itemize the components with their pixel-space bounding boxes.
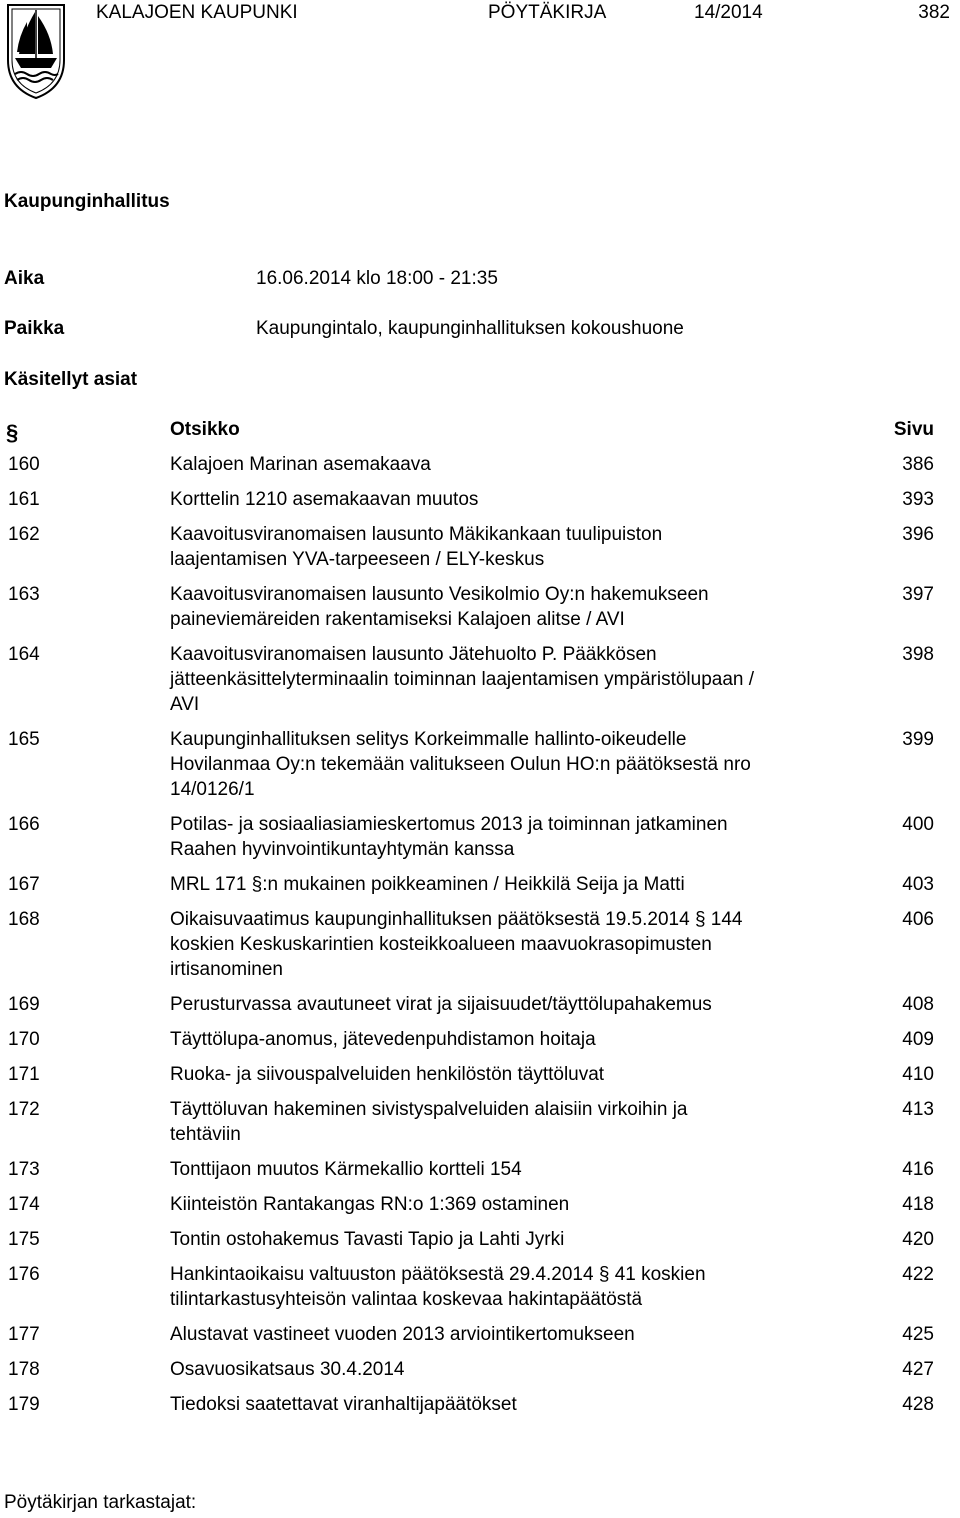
agenda-row [0, 1322, 960, 1347]
item-title: Osavuosikatsaus 30.4.2014 [170, 1359, 405, 1380]
agenda-row [0, 1027, 960, 1052]
agenda-row [0, 1227, 960, 1252]
agenda-row [0, 812, 960, 862]
item-title: Potilas- ja sosiaaliasiamieskertomus 2013 ja toiminnan jatkaminen Raahen hyvinvointikuntayhtymän kanssa [170, 814, 728, 860]
agenda-row [0, 522, 960, 572]
item-number: 172 [8, 1099, 40, 1120]
item-title: Ruoka- ja siivouspalveluiden henkilöstön täyttöluvat [170, 1064, 605, 1085]
item-page: 397 [902, 584, 934, 605]
item-page: 416 [902, 1159, 934, 1180]
item-title: Täyttölupa-anomus, jätevedenpuhdistamon hoitaja [170, 1029, 596, 1050]
item-number: 178 [8, 1359, 40, 1380]
item-page: 413 [902, 1099, 934, 1120]
place-label: Paikka [4, 318, 65, 339]
agenda-row [0, 1097, 960, 1147]
agenda-row [0, 992, 960, 1017]
agenda-row [0, 487, 960, 512]
page-header [0, 0, 960, 28]
item-title: Kiinteistön Rantakangas RN:o 1:369 ostaminen [170, 1194, 570, 1215]
item-title: Täyttöluvan hakeminen sivistyspalveluiden alaisiin virkoihin ja tehtäviin [170, 1099, 688, 1145]
item-title: Tiedoksi saatettavat viranhaltijapäätökset [170, 1394, 517, 1415]
item-title: Perusturvassa avautuneet virat ja sijaisuudet/täyttölupahakemus [170, 994, 712, 1015]
body-name: Kaupunginhallitus [4, 191, 170, 212]
item-number: 169 [8, 994, 40, 1015]
item-page: 422 [902, 1264, 934, 1285]
item-title: Kalajoen Marinan asemakaava [170, 454, 431, 475]
agenda-list [0, 452, 960, 1427]
item-number: 168 [8, 909, 40, 930]
agenda-row [0, 1157, 960, 1182]
item-number: 179 [8, 1394, 40, 1415]
item-page: 420 [902, 1229, 934, 1250]
agenda-row [0, 1357, 960, 1382]
item-title: Tonttijaon muutos Kärmekallio kortteli 154 [170, 1159, 522, 1180]
item-page: 399 [902, 729, 934, 750]
document-type: PÖYTÄKIRJA [488, 2, 607, 23]
item-number: 160 [8, 454, 40, 475]
item-page: 408 [902, 994, 934, 1015]
item-page: 393 [902, 489, 934, 510]
item-number: 162 [8, 524, 40, 545]
item-title: Hankintaoikaisu valtuuston päätöksestä 29.4.2014 § 41 koskien tilintarkastusyhteisön valintaa koskevaa hakintapäätöstä [170, 1264, 706, 1310]
item-page: 425 [902, 1324, 934, 1345]
section-symbol: § [6, 420, 19, 445]
section-title: Käsitellyt asiat [4, 369, 138, 390]
item-page: 428 [902, 1394, 934, 1415]
agenda-row [0, 907, 960, 982]
item-number: 161 [8, 489, 40, 510]
item-page: 406 [902, 909, 934, 930]
place-value: Kaupungintalo, kaupunginhallituksen kokoushuone [256, 318, 684, 339]
item-number: 174 [8, 1194, 40, 1215]
item-number: 163 [8, 584, 40, 605]
item-number: 176 [8, 1264, 40, 1285]
item-title: Oikaisuvaatimus kaupunginhallituksen päätöksestä 19.5.2014 § 144 koskien Keskuskarintien kosteikkoalueen maavuokrasopimusten irtisanominen [170, 909, 743, 980]
time-value: 16.06.2014 klo 18:00 - 21:35 [256, 268, 498, 289]
minutes-reviewers-label: Pöytäkirjan tarkastajat: [4, 1492, 197, 1513]
item-page: 400 [902, 814, 934, 835]
document-number: 14/2014 [694, 2, 763, 23]
item-title: Kaavoitusviranomaisen lausunto Mäkikankaan tuulipuiston laajentamisen YVA-tarpeeseen / ELY-keskus [170, 524, 663, 570]
item-page: 418 [902, 1194, 934, 1215]
agenda-row [0, 1262, 960, 1312]
item-number: 173 [8, 1159, 40, 1180]
item-title: Kaavoitusviranomaisen lausunto Vesikolmio Oy:n hakemukseen paineviemäreiden rakentamiseksi Kalajoen alitse / AVI [170, 584, 709, 630]
item-page: 410 [902, 1064, 934, 1085]
item-page: 409 [902, 1029, 934, 1050]
organization-name: KALAJOEN KAUPUNKI [96, 2, 298, 23]
item-number: 164 [8, 644, 40, 665]
agenda-row [0, 872, 960, 897]
item-number: 177 [8, 1324, 40, 1345]
column-header-title: Otsikko [170, 419, 240, 440]
item-number: 166 [8, 814, 40, 835]
agenda-row [0, 727, 960, 802]
item-page: 403 [902, 874, 934, 895]
agenda-row [0, 452, 960, 477]
agenda-row [0, 1392, 960, 1417]
item-page: 396 [902, 524, 934, 545]
page-number: 382 [918, 2, 950, 23]
item-title: Korttelin 1210 asemakaavan muutos [170, 489, 479, 510]
agenda-row [0, 582, 960, 632]
item-title: Alustavat vastineet vuoden 2013 arviointikertomukseen [170, 1324, 635, 1345]
item-title: Kaavoitusviranomaisen lausunto Jätehuolto P. Pääkkösen jätteenkäsittelyterminaalin toiminnan laajentamisen ympäristölupaan / AVI [170, 644, 755, 715]
item-page: 386 [902, 454, 934, 475]
item-title: Tontin ostohakemus Tavasti Tapio ja Lahti Jyrki [170, 1229, 565, 1250]
agenda-row [0, 642, 960, 717]
agenda-row [0, 1192, 960, 1217]
item-title: Kaupunginhallituksen selitys Korkeimmalle hallinto-oikeudelle Hovilanmaa Oy:n tekemään valitukseen Oulun HO:n päätöksestä nro 14/0126/1 [170, 729, 751, 800]
item-page: 427 [902, 1359, 934, 1380]
item-page: 398 [902, 644, 934, 665]
agenda-row [0, 1062, 960, 1087]
item-number: 171 [8, 1064, 40, 1085]
item-number: 167 [8, 874, 40, 895]
time-label: Aika [4, 268, 45, 289]
item-number: 175 [8, 1229, 40, 1250]
item-number: 165 [8, 729, 40, 750]
item-title: MRL 171 §:n mukainen poikkeaminen / Heikkilä Seija ja Matti [170, 874, 685, 895]
item-number: 170 [8, 1029, 40, 1050]
column-header-page: Sivu [893, 419, 934, 440]
